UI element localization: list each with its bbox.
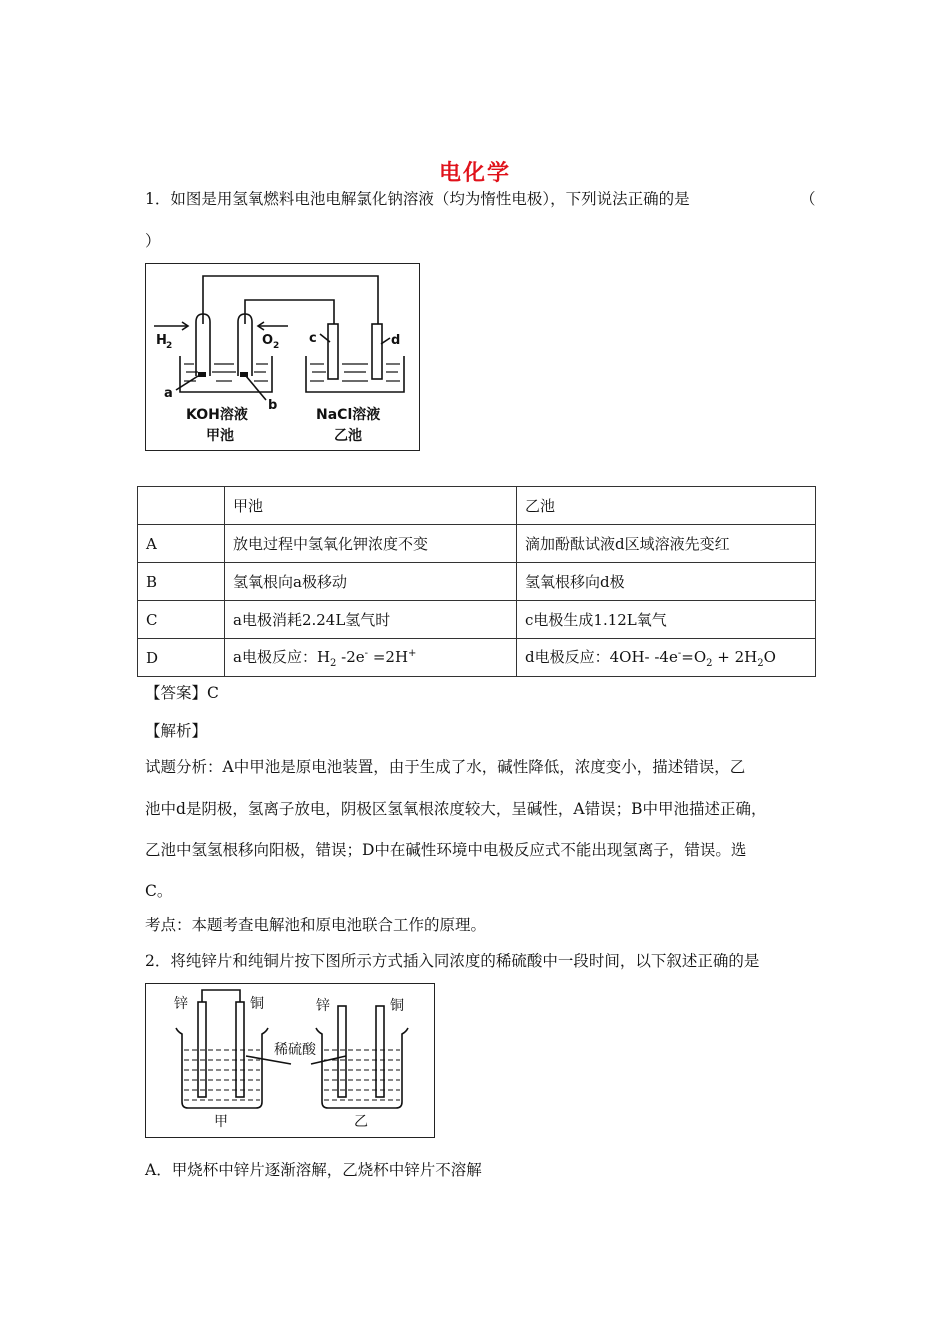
copper-label-right: 铜 — [390, 998, 404, 1014]
o2-label: O — [262, 333, 274, 348]
fuel-cell-diagram — [146, 264, 419, 450]
answer-line: 【答案】C — [145, 684, 219, 702]
cell-jia-label: 甲池 — [206, 428, 234, 444]
cell-yi-label: 乙池 — [334, 428, 362, 444]
analysis-label: 【解析】 — [145, 722, 208, 740]
figure-zinc-copper — [145, 983, 435, 1138]
table-row — [138, 639, 816, 677]
electrode-b-label: b — [268, 398, 278, 413]
h2-subscript: 2 — [166, 341, 173, 351]
question-2-option-a: A．甲烧杯中锌片逐渐溶解，乙烧杯中锌片不溶解 — [145, 1161, 482, 1179]
option-jia-text: 氢氧根向a极移动 — [225, 563, 517, 601]
question-2-stem: 2．将纯锌片和纯铜片按下图所示方式插入同浓度的稀硫酸中一段时间，以下叙述正确的是 — [145, 952, 760, 970]
koh-solution-label: KOH溶液 — [186, 407, 248, 423]
zinc-label-right: 锌 — [316, 998, 330, 1014]
acid-label: 稀硫酸 — [274, 1042, 316, 1058]
table-header-cell: 甲池 — [225, 487, 517, 525]
table-header-cell — [138, 487, 225, 525]
option-letter: C — [138, 601, 225, 639]
option-yi-text: 滴加酚酞试液d区域溶液先变红 — [517, 525, 816, 563]
h2-label: H — [156, 333, 167, 348]
table-row — [138, 563, 816, 601]
o2-subscript: 2 — [273, 341, 280, 351]
zinc-label-left: 锌 — [174, 996, 188, 1012]
option-yi-equation: d电极反应：4OH- $-4e^-=O_2 + 2H_2O$ — [517, 639, 816, 677]
option-letter: B — [138, 563, 225, 601]
electrode-d-label: d — [391, 333, 401, 348]
kaodian-line: 考点：本题考查电解池和原电池联合工作的原理。 — [145, 916, 487, 934]
option-letter: A — [138, 525, 225, 563]
option-letter: D — [138, 639, 225, 677]
answer-paren-close: ） — [145, 232, 161, 250]
table-row — [138, 601, 816, 639]
analysis-line: C。 — [145, 882, 173, 900]
table-header-row — [138, 487, 816, 525]
options-table — [137, 486, 816, 677]
option-yi-text: 氢氧根移向d极 — [517, 563, 816, 601]
nacl-solution-label: NaCl溶液 — [316, 407, 381, 423]
analysis-line: 试题分析：A中甲池是原电池装置，由于生成了水，碱性降低，浓度变小，描述错误，乙 — [145, 758, 746, 776]
table-header-cell: 乙池 — [517, 487, 816, 525]
zinc-copper-diagram — [146, 984, 434, 1137]
table-row — [138, 525, 816, 563]
option-jia-equation: a电极反应：$H_2$ -2e- =2H+ — [225, 639, 517, 677]
electrode-a-label: a — [164, 386, 173, 401]
analysis-line: 乙池中氢氢根移向阳极，错误；D中在碱性环境中电极反应式不能出现氢离子，错误。选 — [145, 841, 747, 859]
beaker-yi-label: 乙 — [354, 1114, 368, 1130]
option-jia-text: 放电过程中氢氧化钾浓度不变 — [225, 525, 517, 563]
beaker-jia-label: 甲 — [214, 1114, 228, 1130]
electrode-c-label: c — [309, 331, 317, 346]
question-1-stem: 1．如图是用氢氧燃料电池电解氯化钠溶液（均为惰性电极），下列说法正确的是 — [145, 190, 690, 208]
page-title: 电化学 — [438, 160, 511, 186]
option-yi-text: c电极生成1.12L氧气 — [517, 601, 816, 639]
copper-label-left: 铜 — [250, 996, 264, 1012]
option-jia-text: a电极消耗2.24L氢气时 — [225, 601, 517, 639]
figure-fuel-cell — [145, 263, 420, 451]
analysis-line: 池中d是阴极，氢离子放电，阴极区氢氧根浓度较大，呈碱性，A错误；B中甲池描述正确， — [145, 800, 767, 818]
answer-paren-open: （ — [800, 190, 816, 208]
